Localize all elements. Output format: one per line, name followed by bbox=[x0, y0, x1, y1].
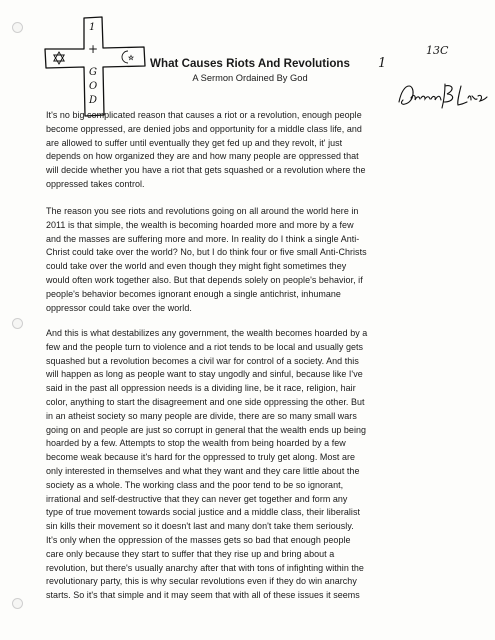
text-line: will decide whether you have a riot that gets squashed or a revolution where the bbox=[46, 165, 366, 176]
text-line: in an atheist society so many people are divide, there are so many small wars bbox=[46, 410, 357, 421]
text-line: oppressor could take over the world. bbox=[46, 302, 192, 313]
paragraph-2 bbox=[46, 205, 456, 315]
text-line: type of true movement towards social justice and a middle class, their liberalist bbox=[46, 507, 361, 518]
text-line: hoarded by a few. Attempts to stop the wealth from being hoarded by a few bbox=[46, 438, 346, 449]
text-line: could take over the world and even though they might fight sometimes they bbox=[46, 261, 347, 272]
crescent-star-icon bbox=[122, 51, 133, 63]
binder-hole bbox=[12, 22, 23, 33]
text-line: starts. So it's that simple and it may seem that with all of these issues it seems bbox=[46, 590, 360, 601]
text-line: oppressed takes control. bbox=[46, 178, 145, 189]
handwritten-reference-number: 13C bbox=[426, 44, 449, 57]
cross-logo bbox=[40, 14, 150, 118]
cross-mark-d: D bbox=[89, 95, 98, 106]
text-line: And this is what destabilizes any government, the wealth becomes hoarded by a bbox=[46, 328, 368, 338]
text-line: going on and people are just so corrupt in general that the wealth ends up being bbox=[46, 424, 367, 435]
text-line: squashed but a revolution becomes a civil war for control of a society. And this bbox=[46, 355, 359, 366]
text-line: revolution, but there's usually anarchy after that with tons of infighting within the bbox=[46, 562, 364, 573]
text-line: care only because they start to suffer that they rise up and bring about a bbox=[46, 548, 335, 559]
text-line: society as a whole. The working class and the poor tend to be so ignorant, bbox=[46, 479, 344, 490]
text-line: few and the people turn to violence and a riot tends to be local and usually gets bbox=[46, 341, 364, 352]
paragraph-3 bbox=[46, 327, 456, 603]
text-line: revolutionary party, this is why secular revolutions even if they do win anarchy bbox=[46, 576, 357, 587]
text-line: said in the past all oppression needs is a dividing line, be it race, religion, hair bbox=[46, 383, 356, 394]
text-line: will happen as long as people want to stay ungodly and sinful, because like I've bbox=[46, 369, 363, 380]
text-line: irrational and self-destructive that they can never get together and form any bbox=[46, 493, 348, 504]
binder-hole bbox=[12, 598, 23, 609]
text-line: 2011 is that simple, the wealth is becoming hoarded more and more by a few bbox=[46, 219, 354, 230]
text-line: only interested in themselves and what they want and they care little about the bbox=[46, 465, 360, 476]
text-line: It's only when the oppression of the masses gets so bad that enough people bbox=[46, 534, 351, 545]
cross-mark-plus: + bbox=[88, 42, 99, 56]
star-of-david-icon bbox=[54, 52, 64, 64]
handwritten-page-number: 1 bbox=[378, 56, 387, 71]
cross-mark-1: 1 bbox=[89, 22, 96, 33]
text-line: The reason you see riots and revolutions going on all around the world here in bbox=[46, 206, 359, 216]
text-line: sin kills their movement so it doesn't last and many don't take them seriously. bbox=[46, 521, 354, 532]
cross-mark-o: O bbox=[89, 81, 98, 92]
text-line: people's behavior becomes ignorant enough a single antichrist, inhumane bbox=[46, 288, 341, 299]
text-line: are allowed to suffer until eventually they get fed up and they revolt, it' just bbox=[46, 137, 343, 148]
binder-hole bbox=[12, 318, 23, 329]
paragraph-1 bbox=[46, 109, 456, 192]
text-line: and the masses are suffering more and more. In reality do I think a single Anti- bbox=[46, 233, 360, 244]
text-line: would often work together also. But that depends solely on people's behavior, if bbox=[46, 274, 363, 285]
text-line: become weak because it's hard for the oppressed to truly get along. Most are bbox=[46, 452, 356, 463]
text-line: Christ could take over the world? No, but I do think four or five small Anti-Christs bbox=[46, 247, 367, 258]
text-line: It's no big complicated reason that causes a riot or a revolution, enough people bbox=[46, 110, 362, 120]
cross-mark-g: G bbox=[89, 67, 97, 78]
page-title: What Causes Riots And Revolutions bbox=[150, 57, 350, 70]
page-subtitle: A Sermon Ordained By God bbox=[192, 73, 308, 83]
text-line: depends on how organized they are and how many people are oppressed that bbox=[46, 151, 359, 162]
text-line: become oppressed, are denied jobs and opportunity for a middle class life, and bbox=[46, 123, 362, 134]
text-line: color, anything to start the disagreement and one side oppressing the other. But bbox=[46, 396, 365, 407]
